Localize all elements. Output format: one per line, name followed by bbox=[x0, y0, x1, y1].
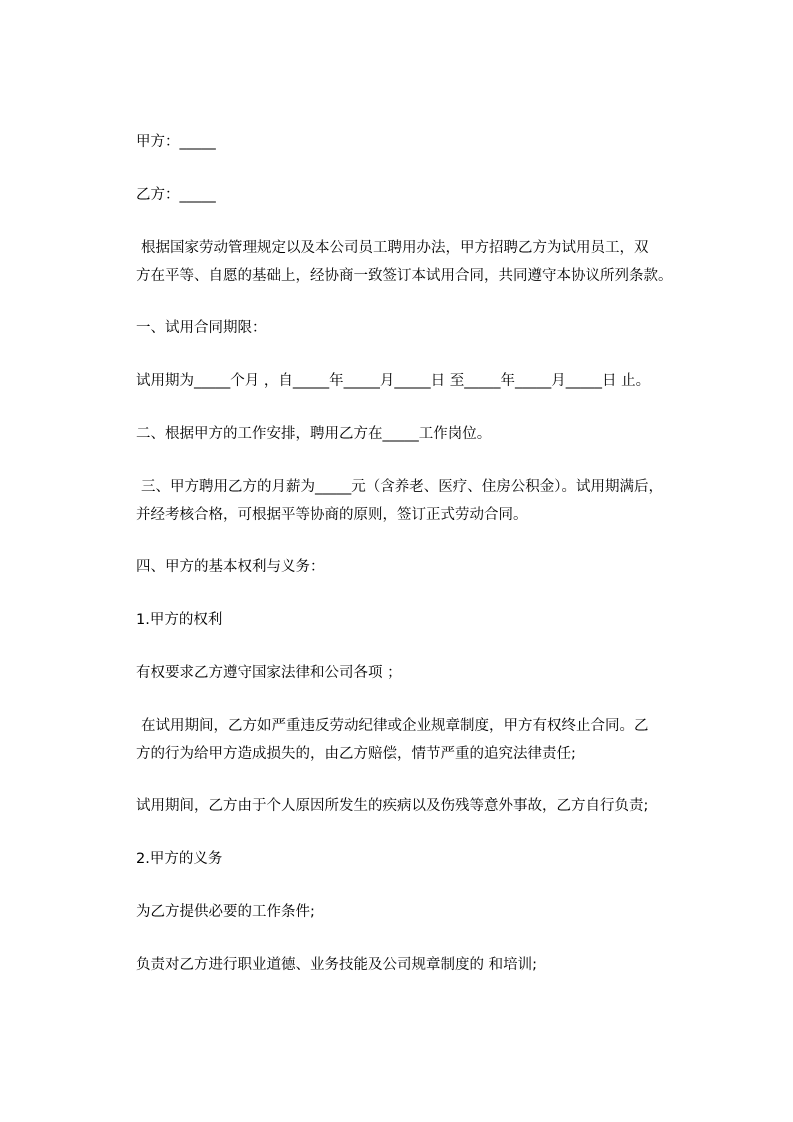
intro-line-1: 根据国家劳动管理规定以及本公司员工聘用办法，甲方招聘乙方为试用员工，双 bbox=[141, 240, 649, 256]
section-1-title: 一、试用合同期限： bbox=[136, 320, 267, 336]
rights-item-2-line-2: 方的行为给甲方造成损失的，由乙方赔偿，情节严重的追究法律责任; bbox=[136, 746, 576, 762]
rights-item-1: 有权要求乙方遵守国家法律和公司各项 ； bbox=[136, 665, 402, 681]
duties-item-1: 为乙方提供必要的工作条件; bbox=[136, 904, 315, 920]
rights-title: 1.甲方的权利 bbox=[136, 612, 223, 628]
duties-item-2: 负责对乙方进行职业道德、业务技能及公司规章制度的 和培训; bbox=[136, 957, 537, 973]
rights-item-3: 试用期间，乙方由于个人原因所发生的疾病以及伤残等意外事故，乙方自行负责; bbox=[136, 798, 649, 814]
section-2: 二、根据甲方的工作安排，聘用乙方在_____工作岗位。 bbox=[136, 426, 492, 442]
section-1-body: 试用期为_____个月 ，自_____年_____月_____日 至_____年_____月_____日 止。 bbox=[136, 373, 651, 389]
section-4-title: 四、甲方的基本权利与义务： bbox=[136, 559, 325, 575]
section-3-line-2: 并经考核合格，可根据平等协商的原则，签订正式劳动合同。 bbox=[136, 507, 528, 523]
intro-line-2: 方在平等、自愿的基础上，经协商一致签订本试用合同，共同遵守本协议所列条款。 bbox=[136, 268, 673, 284]
party-b-line: 乙方：_____ bbox=[136, 187, 216, 203]
party-a-line: 甲方：_____ bbox=[136, 134, 216, 150]
duties-title: 2.甲方的义务 bbox=[136, 851, 223, 867]
section-3-line-1: 三、甲方聘用乙方的月薪为_____元（含养老、医疗、住房公积金）。试用期满后， bbox=[141, 479, 663, 495]
rights-item-2-line-1: 在试用期间，乙方如严重违反劳动纪律或企业规章制度，甲方有权终止合同。乙 bbox=[141, 718, 649, 734]
